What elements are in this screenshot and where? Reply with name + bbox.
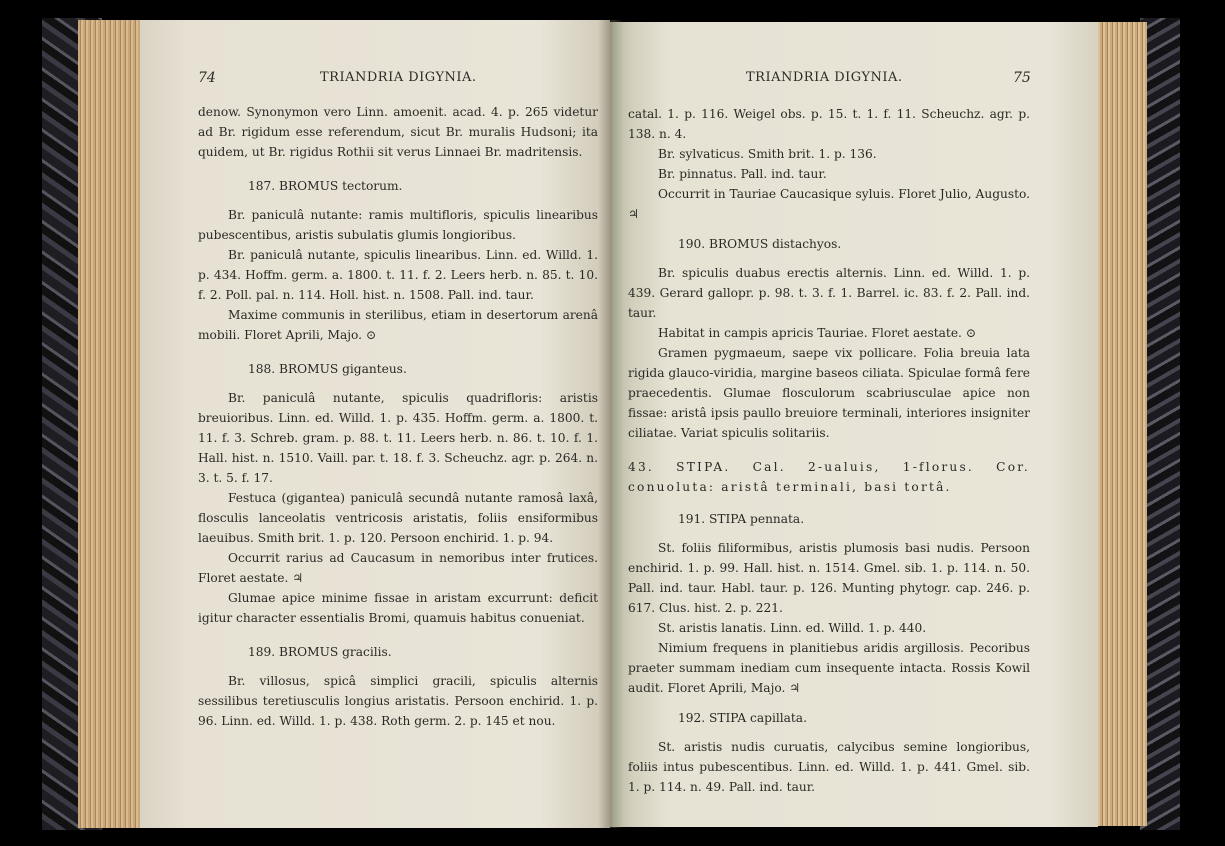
paragraph: Br. spiculis duabus erectis alternis. Linn. ed. Willd. 1. p. 439. Gerard gallopr. p. 98. t. 3. f. 1. Barrel. ic. 83. f. 2. Pall. ind. taur. <box>628 266 1030 320</box>
paragraph: Glumae apice minime fissae in aristam excurrunt: deficit igitur character essentialis Bromi, quamuis habitus conueniat. <box>198 591 598 625</box>
species-heading: 188. BROMUS giganteus. <box>248 362 407 376</box>
paragraph: St. aristis nudis curuatis, calycibus semine longioribus, foliis intus pubescentibus. Linn. ed. Willd. 1. p. 441. Gmel. sib. 1. p. 114. n. 49. Pall. ind. taur. <box>628 740 1030 794</box>
book-gutter <box>598 20 624 828</box>
paragraph: St. aristis lanatis. Linn. ed. Willd. 1. p. 440. <box>658 621 927 635</box>
paragraph: Br. villosus, spicâ simplici gracili, spiculis alternis sessilibus teretiusculis longius aristatis. Persoon enchirid. 1. p. 96. Linn. ed. Willd. 1. p. 438. Roth germ. 2. p. 145 et nou. <box>198 674 598 728</box>
paragraph: Festuca (gigantea) paniculâ secundâ nutante ramosâ laxâ, flosculis lanceolatis ventricosis aristatis, foliis ensiformibus laeuibus. Smith brit. 1. p. 120. Persoon enchirid. 1. p. 94. <box>198 491 598 545</box>
species-heading: 191. STIPA pennata. <box>678 512 805 526</box>
paragraph: Br. pinnatus. Pall. ind. taur. <box>658 167 827 181</box>
paragraph: Maxime communis in sterilibus, etiam in desertorum arenâ mobili. Floret Aprili, Majo. ⊙ <box>198 308 598 342</box>
right-page-number: 75 <box>1013 70 1031 86</box>
paragraph: St. foliis filiformibus, aristis plumosis basi nudis. Persoon enchirid. 1. p. 99. Hall. hist. n. 1514. Gmel. sib. 1. p. 114. n. 50. Pall. ind. taur. Habl. taur. p. 126. Munting phytogr. cap. 246. p. 617. Clus. hist. 2. p. 221. <box>628 541 1030 615</box>
left-page-edges <box>78 20 142 828</box>
left-page-number: 74 <box>198 70 216 86</box>
right-running-head: TRIANDRIA DIGYNIA. <box>746 70 903 85</box>
continued-paragraph: catal. 1. p. 116. Weigel obs. p. 15. t. 1. f. 11. Scheuchz. agr. p. 138. n. 4. <box>628 107 1030 141</box>
species-heading: 187. BROMUS tectorum. <box>248 179 403 193</box>
paragraph: Occurrit rarius ad Caucasum in nemoribus inter frutices. Floret aestate. ♃ <box>198 551 598 585</box>
species-heading: 190. BROMUS distachyos. <box>678 237 842 251</box>
paragraph: Habitat in campis apricis Tauriae. Floret aestate. ⊙ <box>658 326 976 340</box>
paragraph: Gramen pygmaeum, saepe vix pollicare. Folia breuia lata rigida glauco-viridia, margine baseos ciliata. Spiculae formâ fere praecedentis. Glumae flosculorum scabriusculae apice non fissae: aristâ ipsis paullo breuiore terminali, interiores insigniter ciliatae. Variat spiculis solitariis. <box>628 346 1030 440</box>
paragraph: Br. paniculâ nutante, spiculis quadrifloris: aristis breuioribus. Linn. ed. Willd. 1. p. 435. Hoffm. germ. a. 1800. t. 11. f. 3. Schreb. gram. p. 88. t. 11. Leers herb. n. 86. t. 10. f. 1. Hall. hist. n. 1510. Vaill. par. t. 18. f. 3. Scheuchz. agr. p. 264. n. 3. t. 5. f. 17. <box>198 391 598 485</box>
paragraph: Br. sylvaticus. Smith brit. 1. p. 136. <box>658 147 877 161</box>
right-page-text <box>628 104 1030 797</box>
paragraph: Nimium frequens in planitiebus aridis argillosis. Pecoribus praeter summam inediam cum insequente intacta. Rossis Kowil audit. Floret Aprili, Majo. ♃ <box>628 641 1030 695</box>
species-heading: 192. STIPA capillata. <box>678 711 807 725</box>
species-heading: 189. BROMUS gracilis. <box>248 645 392 659</box>
paragraph: Occurrit in Tauriae Caucasique syluis. Floret Julio, Augusto. ♃ <box>628 187 1030 221</box>
paragraph: Br. paniculâ nutante: ramis multifloris, spiculis linearibus pubescentibus, aristis subulatis glumis longioribus. <box>198 208 598 242</box>
right-page-edges <box>1095 22 1147 826</box>
genus-heading: 43. STIPA. Cal. 2-ualuis, 1-florus. Cor. conuoluta: aristâ terminali, basi tortâ. <box>628 460 1030 494</box>
left-running-head: TRIANDRIA DIGYNIA. <box>320 70 477 85</box>
left-page-text <box>198 102 598 731</box>
paragraph: Br. paniculâ nutante, spiculis linearibus. Linn. ed. Willd. 1. p. 434. Hoffm. germ. a. 1800. t. 11. f. 2. Leers herb. n. 85. t. 10. f. 2. Poll. pal. n. 114. Holl. hist. n. 1508. Pall. ind. taur. <box>198 248 598 302</box>
continued-paragraph: denow. Synonymon vero Linn. amoenit. acad. 4. p. 265 videtur ad Br. rigidum esse referendum, sicut Br. muralis Hudsoni; ita quidem, ut Br. rigidus Rothii sit verus Linnaei Br. madritensis. <box>198 105 598 159</box>
